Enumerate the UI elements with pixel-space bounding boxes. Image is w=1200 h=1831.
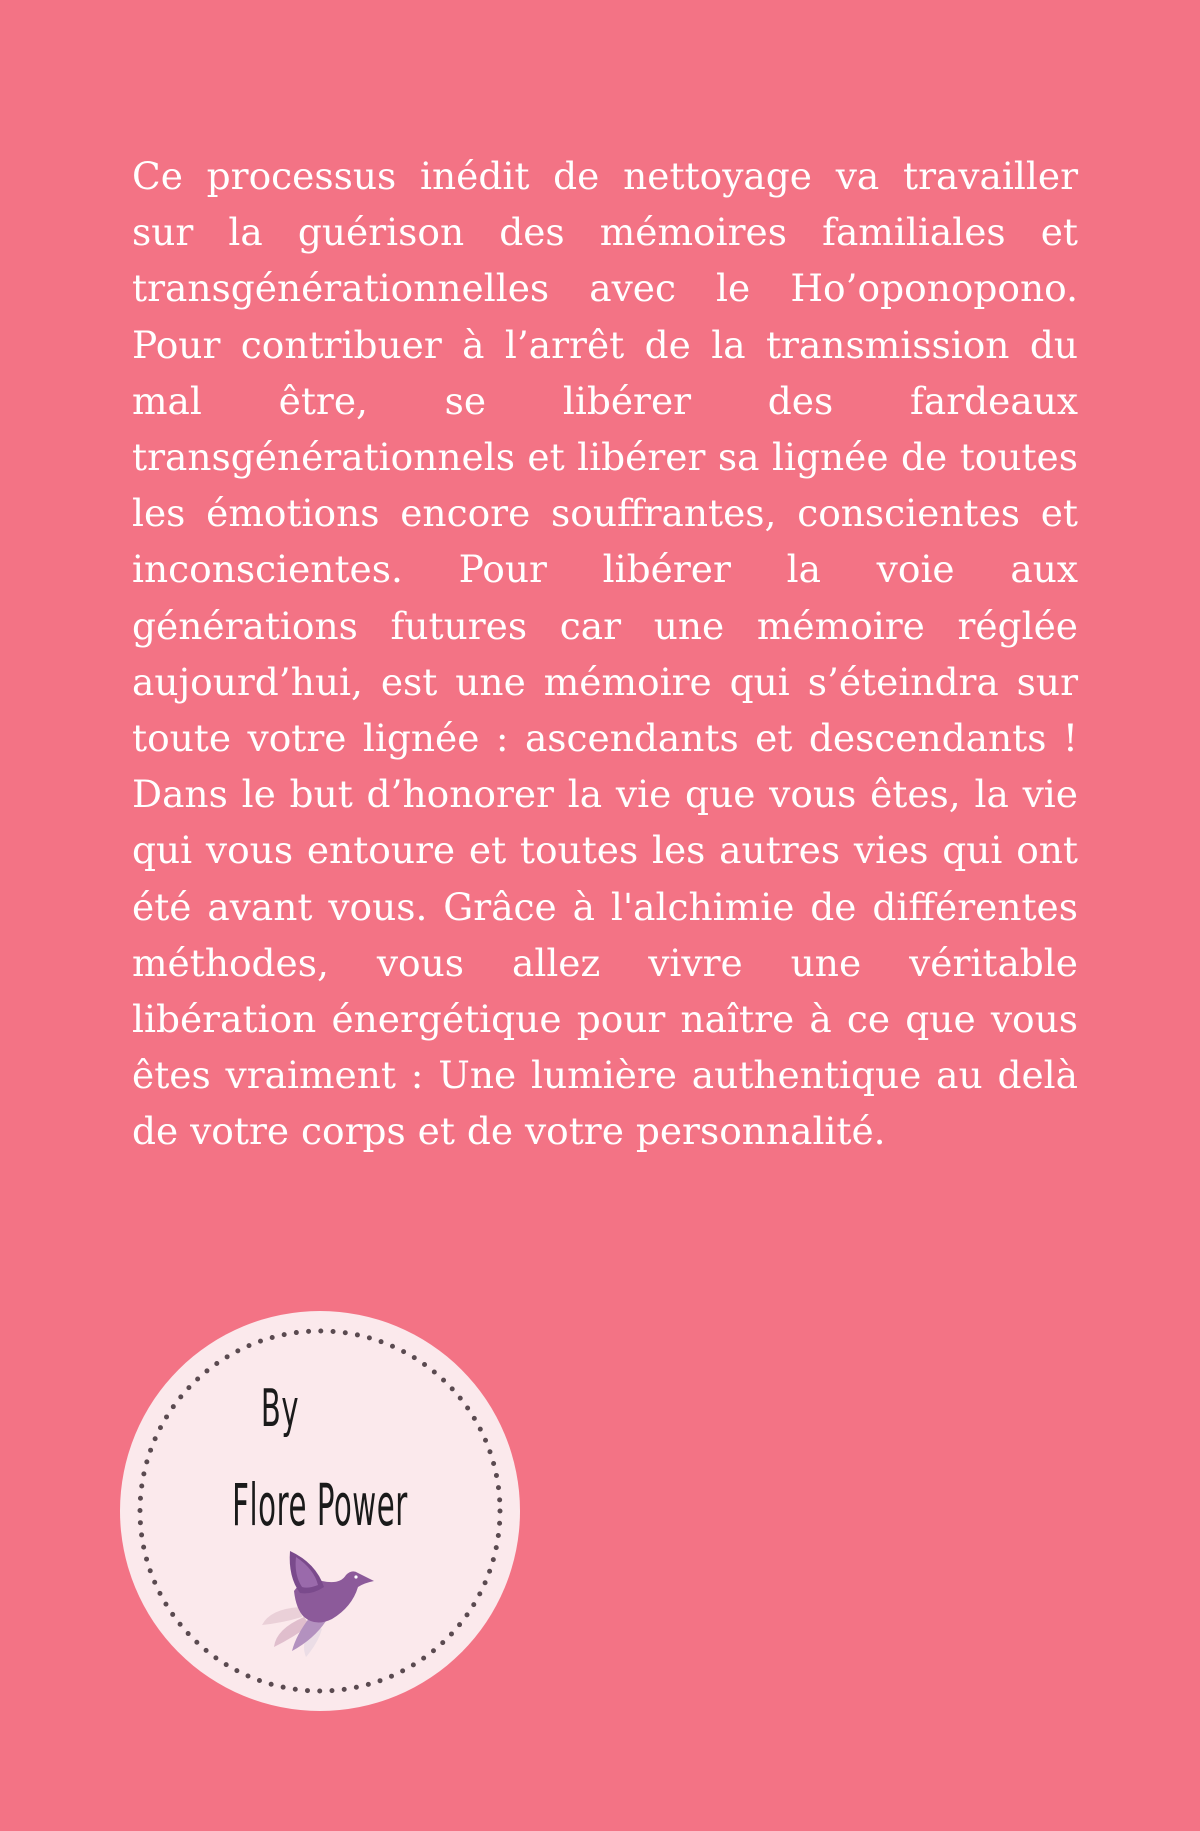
description-paragraph: Ce processus inédit de nettoyage va travailler sur la guérison des mémoires familiales et transgénérationnelles avec le Ho’oponopono. Pour contribuer à l’arrêt de la transmission du mal être, se libérer des fardeaux transgénérationnels et libérer sa lignée de toutes les émotions encore souffrantes, conscientes et inconscientes. Pour libérer la voie aux générations futures car une mémoire réglée aujourd’hui, est une mémoire qui s’éteindra sur toute votre lignée : ascendants et descendants ! Dans le but d’honorer la vie que vous êtes, la vie qui vous entoure et toutes les autres vies qui ont été avant vous. Grâce à l'alchimie de différentes méthodes, vous allez vivre une véritable libération énergétique pour naître à ce que vous êtes vraiment : Une lumière authentique au delà de votre corps et de votre personnalité.	[132, 154, 1078, 1154]
author-stamp	[120, 1311, 520, 1711]
bird-icon	[260, 1547, 380, 1657]
by-label: By	[260, 1379, 300, 1439]
author-name: Flore Power	[232, 1471, 408, 1539]
